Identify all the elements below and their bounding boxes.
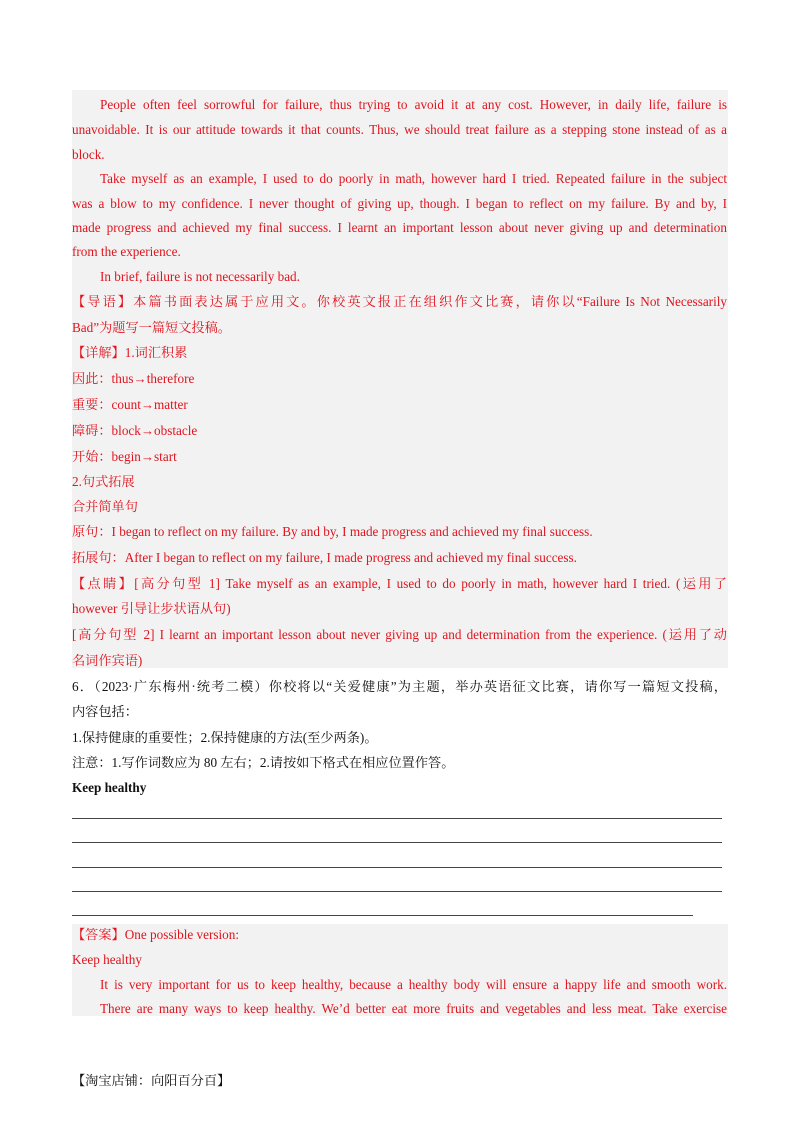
footer-shop: 【淘宝店铺：向阳百分百】 (72, 1073, 231, 1088)
sentence-heading: 2.句式拓展 (72, 474, 135, 489)
detail-heading: 【详解】1.词汇积累 (72, 345, 188, 360)
question-line: 6．（2023·广东梅州·统考二模）你校将以“关爱健康”为主题，举办英语征文比赛，请你写一篇短文投稿， (72, 679, 727, 694)
question-line: 1.保持健康的重要性；2.保持健康的方法(至少两条)。 (72, 730, 378, 745)
question-line: 内容包括： (72, 704, 138, 719)
vocab-item: 因此：thus→therefore (72, 371, 195, 386)
essay-line: block. (72, 147, 105, 162)
question-title: Keep healthy (72, 780, 147, 795)
highlight-line: 【点睛】[高分句型 1] Take myself as an example, I used to do poorly in math, however hard I tried. (运用了 (72, 576, 727, 591)
answer-line: It is very important for us to keep healthy, because a healthy body will ensure a happy life and smooth work. (100, 977, 727, 992)
writing-line[interactable] (72, 867, 722, 868)
highlight-line: however 引导让步状语从句) (72, 601, 231, 616)
guide-line: 【导语】本篇书面表达属于应用文。你校英文报正在组织作文比赛，请你以“Failure Is Not Necessarily (72, 294, 727, 309)
essay-line: was a blow to my confidence. I never thought of giving up, though. I began to reflect on my failure. By and by, I (72, 196, 727, 211)
essay-line: People often feel sorrowful for failure, thus trying to avoid it at any cost. However, in daily life, failure is (100, 97, 727, 112)
original-sentence: 原句：I began to reflect on my failure. By and by, I made progress and achieved my final success. (72, 524, 593, 539)
highlight-line: 名词作宾语) (72, 653, 143, 668)
essay-line: In brief, failure is not necessarily bad. (100, 269, 300, 284)
highlight-line: [高分句型 2] I learnt an important lesson about never giving up and determination from the experience. (运用了动 (72, 627, 727, 642)
vocab-item: 开始：begin→start (72, 449, 177, 464)
writing-line[interactable] (72, 891, 722, 892)
vocab-item: 障碍：block→obstacle (72, 423, 198, 438)
answer-line: There are many ways to keep healthy. We’d better eat more fruits and vegetables and less meat. Take exercise (100, 1001, 727, 1016)
essay-line: unavoidable. It is our attitude towards it that counts. Thus, we should treat failure as a stepping stone instead of as a (72, 122, 727, 137)
answer-label: 【答案】One possible version: (72, 927, 240, 942)
extended-sentence: 拓展句：After I began to reflect on my failure, I made progress and achieved my final success. (72, 550, 577, 565)
writing-line[interactable] (72, 915, 693, 916)
merge-heading: 合并简单句 (72, 499, 138, 514)
vocab-item: 重要：count→matter (72, 397, 188, 412)
writing-line[interactable] (72, 818, 722, 819)
essay-line: from the experience. (72, 244, 181, 259)
question-line: 注意：1.写作词数应为 80 左右；2.请按如下格式在相应位置作答。 (72, 755, 455, 770)
answer-title: Keep healthy (72, 952, 142, 967)
guide-line: Bad”为题写一篇短文投稿。 (72, 320, 231, 335)
essay-line: made progress and achieved my final success. I learnt an important lesson about never giving up and determination (72, 220, 727, 235)
essay-line: Take myself as an example, I used to do poorly in math, however hard I tried. Repeated failure in the subject (100, 171, 727, 186)
writing-line[interactable] (72, 842, 722, 843)
